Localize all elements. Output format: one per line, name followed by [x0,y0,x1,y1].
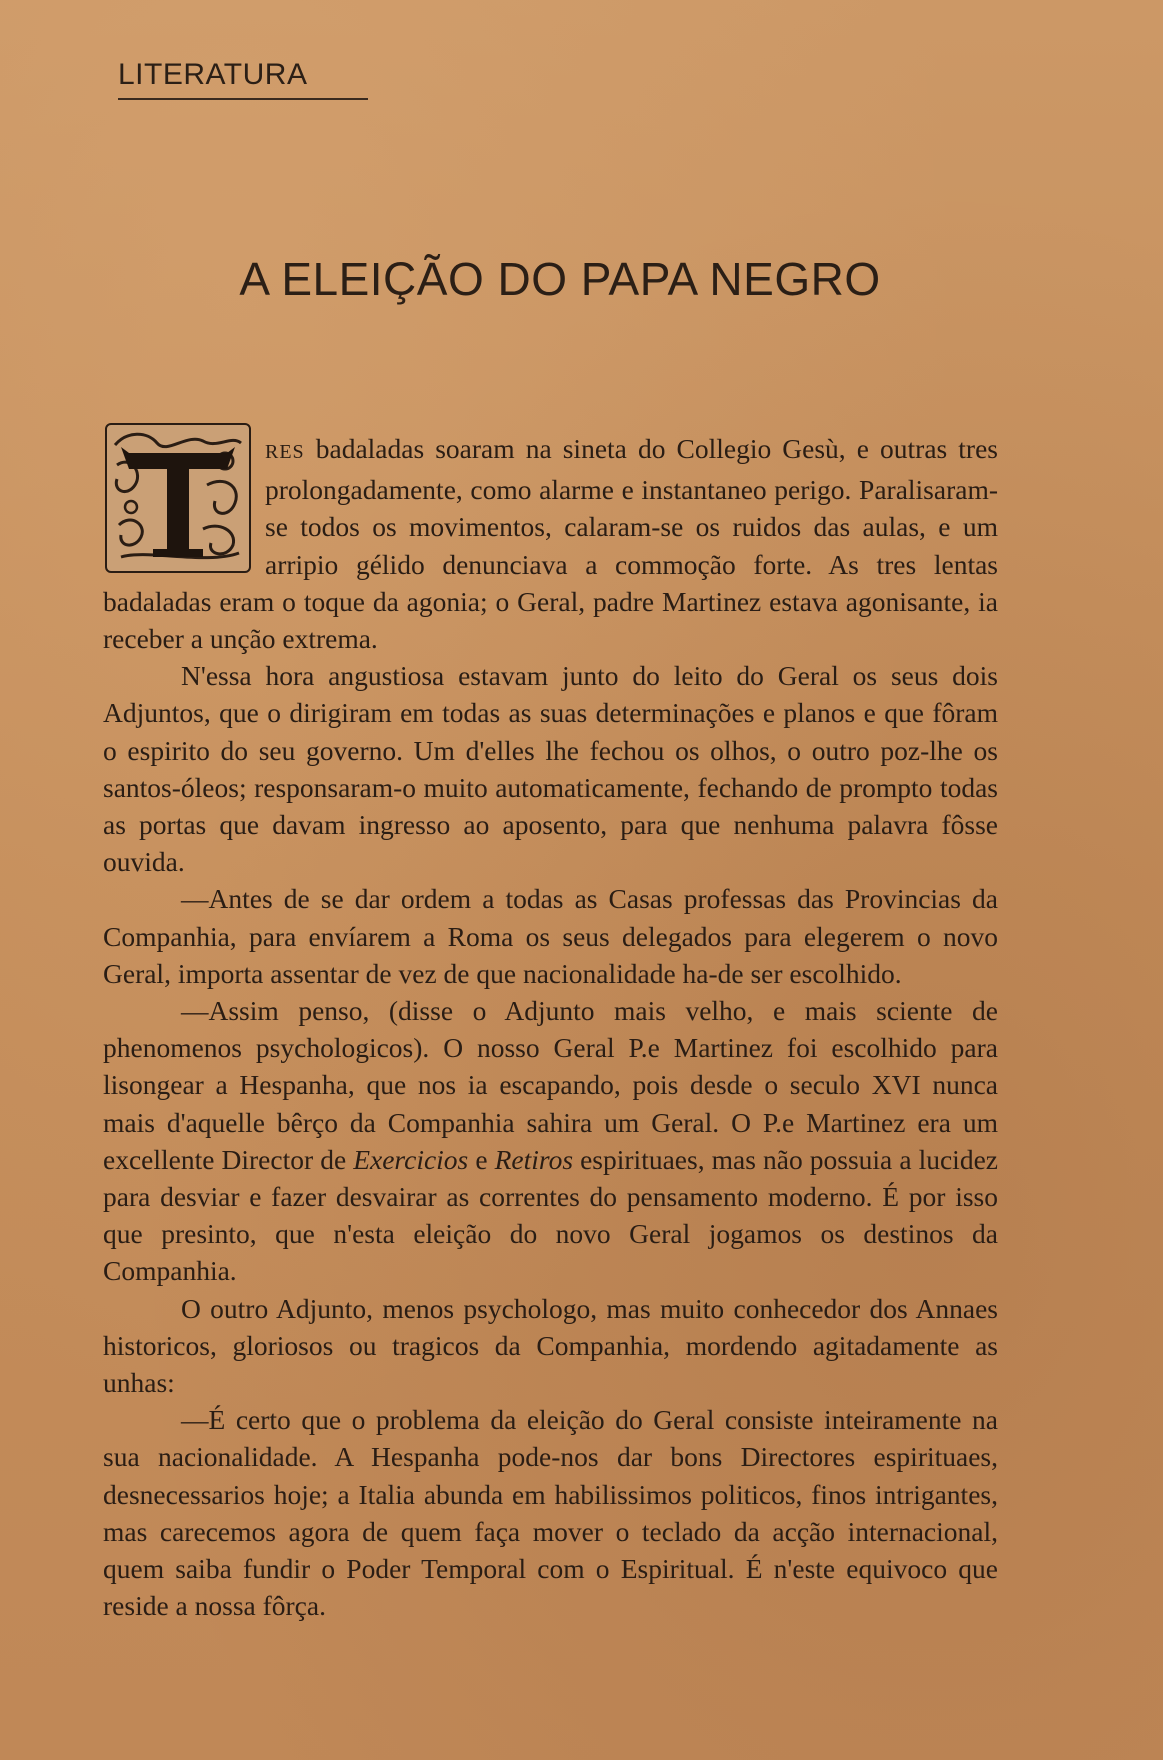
italic-exercicios: Exercicios [353,1143,469,1175]
article-title: A ELEIÇÃO DO PAPA NEGRO [239,253,881,305]
paragraph-5: O outro Adjunto, menos psychologo, mas muito conhecedor dos Annaes historicos, gloriosos ou tragicos da Companhia, mordendo agitadamente as unhas: [103,1292,998,1399]
italic-retiros: Retiros [494,1143,574,1175]
article-body [103,430,998,1625]
paragraph-3: —Antes de se dar ordem a todas as Casas professas das Provincias da Companhia, para envíarem a Roma os seus delegados para elegerem o novo Geral, importa assentar de vez de que nacionalidade ha-de ser escolhido. [103,883,998,989]
paragraph-1-text: badaladas soaram na sineta do Collegio Gesù, e outras tres prolongadamente, como alarme e instantaneo perigo. Paralisaram-se todos os movimentos, calaram-se os ruidos das aulas, e um arripio gélido denunciava a commoção forte. As tres lentas badaladas eram o toque da agonia; o Geral, padre Martinez estava agonisante, ia receber a unção extrema. [103,433,998,655]
paragraph-1 [103,430,998,657]
ornamental-initial-T-icon [105,423,251,573]
dropcap-continuation: RES [265,441,305,463]
paragraph-4 [103,992,998,1290]
paragraph-6: —É certo que o problema da eleição do Geral consiste inteiramente na sua nacionalidade. A Hespanha pode-nos dar bons Directores espirituaes, desnecessarios hoje; a Italia abunda em habilissimos politicos, finos intrigantes, mas carecemos agora de quem faça mover o teclado da acção internacional, quem saiba fundir o Poder Temporal com o Espiritual. É n'este equivoco que reside a nossa fôrça. [103,1404,998,1622]
paragraph-4-text-a: —Assim penso, (disse o Adjunto mais velho, e mais sciente de phenomenos psychologicos). O nosso Geral P.e Martinez foi escolhido para lisongear a Hespanha, que nos ia escapando, pois desde o seculo XVI nunca mais d'aquelle bêrço da Companhia sahira um Geral. O P.e Martinez era um excellente Director de [103,995,998,1175]
paragraph-4-text-b: e [468,1143,495,1175]
section-label: LITERATURA [118,58,368,100]
paragraph-4-text-c: espirituaes, mas não possuia a lucidez para desviar e fazer desvairar as correntes do pensamento moderno. É por isso que presinto, que n'esta eleição do novo Geral jogamos os destinos da Companhia. [103,1143,998,1287]
paragraph-2: N'essa hora angustiosa estavam junto do leito do Geral os seus dois Adjuntos, que o dirigiram em todas as suas determinações e planos e que fôram o espirito do seu governo. Um d'elles lhe fechou os olhos, o outro poz-lhe os santos-óleos; responsaram-o muito automaticamente, fechando de prompto todas as portas que davam ingresso ao aposento, para que nenhuma palavra fôsse ouvida. [103,660,998,878]
